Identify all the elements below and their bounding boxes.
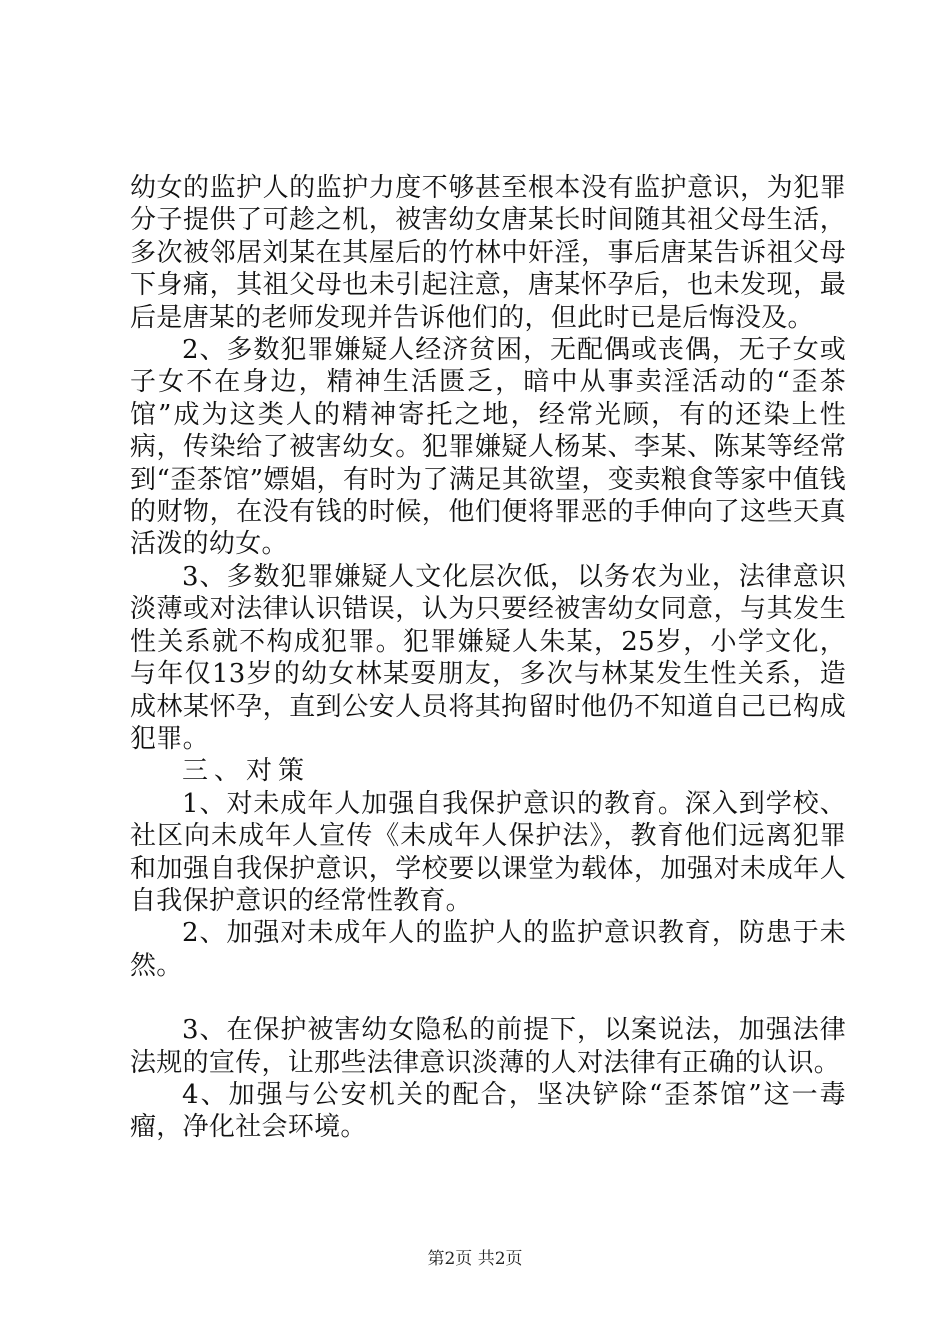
blank-line [130,982,846,1014]
paragraph-continuation: 幼女的监护人的监护力度不够甚至根本没有监护意识，为犯罪分子提供了可趁之机，被害幼女唐某长时间随其祖父母生活，多次被邻居刘某在其屋后的竹林中奸淫，事后唐某告诉祖父母下身痛，其祖父母也未引起注意，唐某怀孕后，也未发现，最后是唐某的老师发现并告诉他们的，但此时已是后悔没及。 [130,173,846,333]
section-heading-countermeasures: 三、对策 [182,756,311,787]
paragraph-measure-2: 2、加强对未成年人的监护人的监护意识教育，防患于未然。 [130,918,846,981]
paragraph-point-3: 3、多数犯罪嫌疑人文化层次低，以务农为业，法律意识淡薄或对法律认识错误，认为只要经被害幼女同意，与其发生性关系就不构成犯罪。犯罪嫌疑人朱某，25岁，小学文化，与年仅13岁的幼女林某耍朋友，多次与林某发生性关系，造成林某怀孕，直到公安人员将其拘留时他仍不知道自己已构成犯罪。 [130,561,846,754]
paragraph-measure-1: 1、对未成年人加强自我保护意识的教育。深入到学校、社区向未成年人宣传《未成年人保护法》，教育他们远离犯罪和加强自我保护意识，学校要以课堂为载体，加强对未成年人自我保护意识的经常性教育。 [130,788,846,916]
paragraph-point-2: 2、多数犯罪嫌疑人经济贫困，无配偶或丧偶，无子女或子女不在身边，精神生活匮乏，暗中从事卖淫活动的“歪茶馆”成为这类人的精神寄托之地，经常光顾，有的还染上性病，传染给了被害幼女。犯罪嫌疑人杨某、李某、陈某等经常到“歪茶馆”嫖娼，有时为了满足其欲望，变卖粮食等家中值钱的财物，在没有钱的时候，他们便将罪恶的手伸向了这些天真活泼的幼女。 [130,335,846,560]
paragraph-measure-3: 3、在保护被害幼女隐私的前提下，以案说法，加强法律法规的宣传，让那些法律意识淡薄的人对法律有正确的认识。 [130,1015,846,1078]
paragraph-measure-4: 4、加强与公安机关的配合，坚决铲除“歪茶馆”这一毒瘤，净化社会环境。 [130,1079,846,1143]
page-footer: 第2页 共2页 [427,1249,523,1269]
document-body [130,172,846,1144]
